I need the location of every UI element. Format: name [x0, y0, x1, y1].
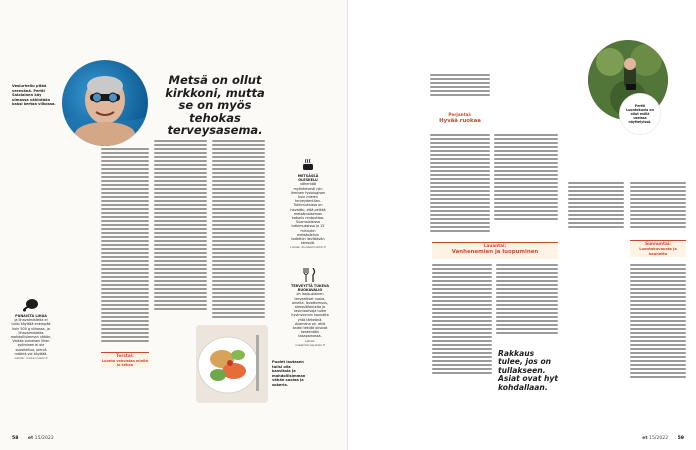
right-page-column-2: [430, 132, 490, 242]
swimmer-photo-caption: Vesiurheilu pitää verevänä. Pertti Salolainen käy uimassa vähintään kaksi kertaa viikossa.: [12, 84, 56, 107]
pull-quote-bottom: Rakkaus tulee, jos on tullakseen. Asiat ovat hyt kohdallaan.: [498, 349, 558, 392]
subhead-lauantai-title: Vanhenemien ja luopuminen: [451, 249, 539, 255]
right-page-column-6: [568, 180, 624, 242]
salad-photo: [196, 325, 268, 403]
right-page-column-5: [496, 262, 558, 342]
side-note-ruokavalio: [290, 268, 330, 347]
swimmer-image-icon: [62, 60, 148, 146]
subhead-sunnuntai: [630, 240, 686, 257]
forest-photo-caption: Pertti Luontokuvia on ollut esillä useissa näyttelyissä.: [620, 94, 660, 134]
right-page-column-3: [494, 132, 558, 230]
side-note-ruokavalio-body: on laaja-alainen terveelliset ruoka-aineita, levottomuus, stressitilanteita ja ravintoarvoja tulee hyvinvoinnin kannalta yhtä tärkeänä. Avainena on, että kaikki tekijät olisivat keskenään tasapainossa.: [291, 292, 329, 339]
left-page-magazine: et: [27, 436, 34, 441]
right-page-number: [642, 436, 684, 441]
right-page-column-7: [630, 180, 686, 242]
subhead-lauantai: [432, 242, 558, 259]
side-note-punaista-lihaa-source: Lähde: ruokavirasto.fi: [14, 356, 48, 361]
side-note-punaista-lihaa-title: PUNAISTA LIHAA: [15, 314, 47, 318]
side-note-metsassa-body: vähentää myönteisesti niin ihmisen fysiologisen kuin mielen terveydentilan. Tutkimuksissa on havaittu, että pelkkä metsämaiseman katselu rentouttaa. Suomalaisissa tutkimuksissa jo 15 minuutin metsäoleilun todettiin lievittävän stressiä.: [290, 182, 326, 246]
salad-image-icon: [196, 325, 268, 403]
left-page-column-2: [154, 138, 207, 324]
left-page-number-value: 58: [12, 436, 19, 441]
subhead-torstai-day: Torstai:: [116, 353, 134, 358]
subhead-perjantai-day: Perjantai:: [448, 112, 472, 117]
subhead-sunnuntai-title: Luontokuvausta ja kaunetta: [639, 247, 677, 256]
left-page-issue: 15/2022: [34, 436, 54, 441]
side-note-metsassa-source: Lähde: duodecimlehti.fi: [290, 245, 326, 250]
fork-knife-icon: [302, 268, 318, 282]
subhead-perjantai-title: Hyvää ruokaa: [439, 118, 481, 124]
right-page-issue: 15/2022: [649, 436, 669, 441]
side-note-punaista-lihaa: [10, 298, 52, 360]
side-note-ruokavalio-title: TERVEYTTÄ TUKEVA RUOKAVALIO: [291, 284, 329, 293]
right-page-column-4: [432, 262, 492, 386]
right-page: [348, 0, 696, 450]
right-page-number-value: 59: [677, 436, 684, 441]
left-page-column-3: [212, 138, 265, 334]
right-page-column-1: [430, 72, 490, 112]
side-note-metsassa: [290, 158, 326, 250]
subhead-torstai-title: Luonto vahvistaa mieltä ja kehoa: [101, 359, 149, 368]
side-note-metsassa-title: METSÄSSÄ OLESKELU: [297, 174, 319, 183]
subhead-perjantai: [430, 112, 490, 130]
subhead-torstai: [101, 352, 149, 368]
left-page-column-1: [101, 146, 149, 414]
right-page-magazine: et: [642, 436, 648, 441]
subhead-lauantai-day: Lauantai:: [483, 243, 507, 248]
side-note-ruokavalio-source: Lähde: mielenterveystalo.fi: [295, 338, 325, 347]
steam-pot-icon: [301, 158, 315, 172]
side-note-punaista-lihaa-body: ja lihavalmisteita ei tulisi käyttää enempää kuin 500 g viikossa, ja lihavalmisteita mahdollisimman vähän. Vaikka punaisen lihan syöminen ei ole suositeltua, pieniä määriä voi käyttää.: [10, 318, 52, 356]
swimmer-photo: [62, 60, 148, 146]
meat-drumstick-icon: [23, 298, 39, 312]
pull-quote-top: Metsä on ollut kirkkoni, mutta se on myös tehokas terveysasema.: [165, 73, 265, 137]
salad-photo-caption: Puolet lautasen tulisi olla kasviksia ja mahdollisimman vähän suolaa ja sokeria.: [272, 360, 306, 387]
left-page-number: [12, 436, 54, 441]
subhead-sunnuntai-day: Sunnuntai:: [645, 241, 671, 246]
right-page-column-8: [630, 262, 686, 396]
